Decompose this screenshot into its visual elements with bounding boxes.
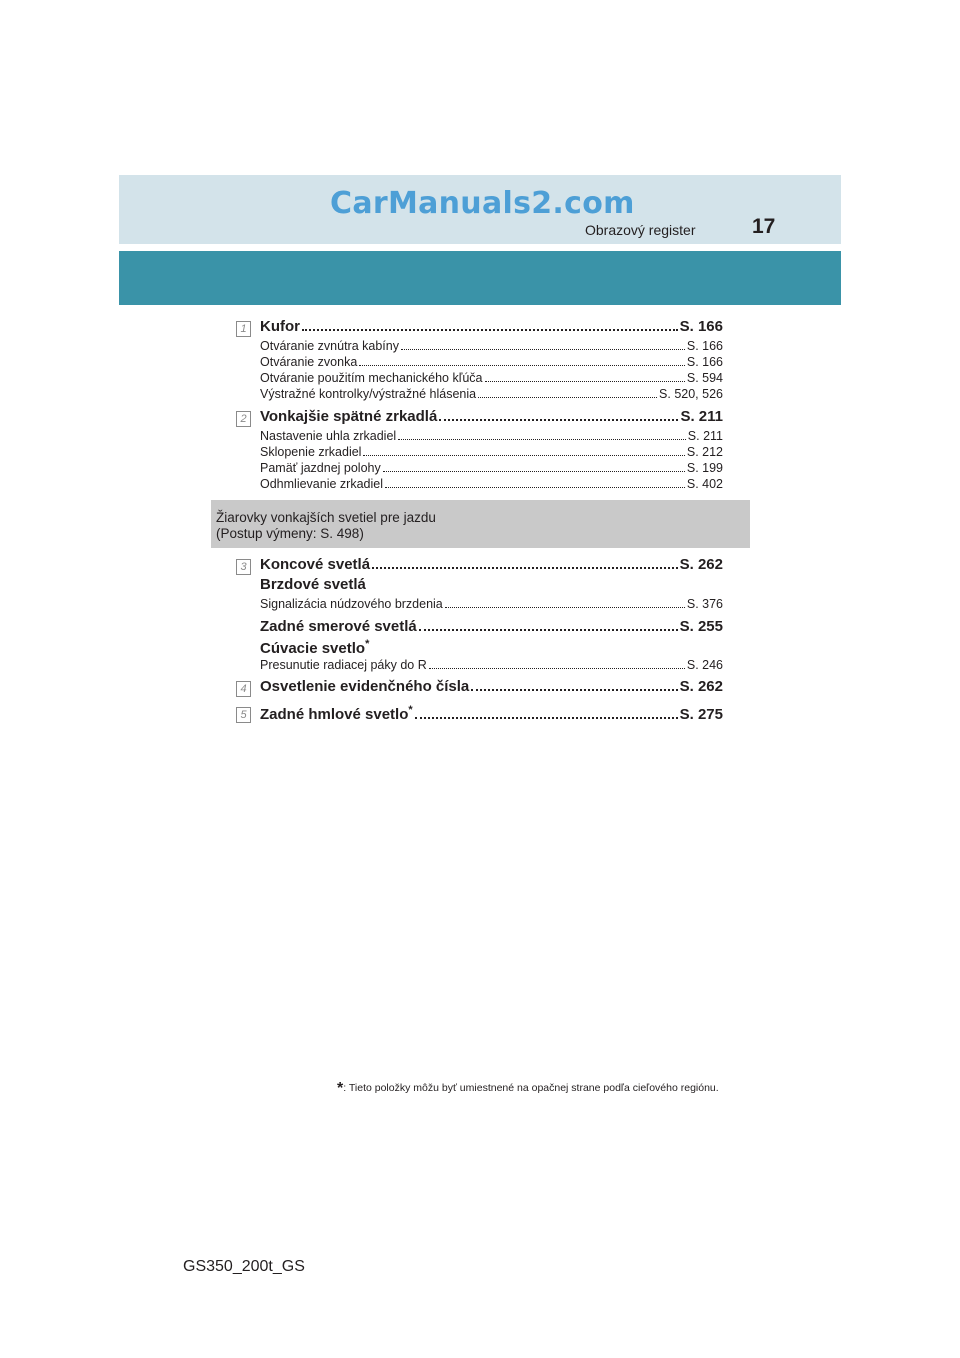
entry-page: S. 199 — [686, 461, 723, 475]
entry-page: S. 594 — [686, 371, 723, 385]
asterisk-mark: * — [408, 704, 413, 716]
leader-dots — [471, 689, 677, 691]
footnote — [337, 1080, 719, 1098]
entry-label: Pamäť jazdnej polohy — [260, 461, 381, 475]
entry-label: Koncové svetlá — [260, 556, 371, 573]
leader-dots — [439, 419, 678, 421]
index-subentry[interactable] — [260, 461, 723, 475]
leader-dots — [445, 607, 685, 608]
item-marker-2: 2 — [236, 411, 251, 427]
leader-dots — [385, 487, 685, 488]
entry-page: S. 376 — [686, 597, 723, 611]
note-line-2: (Postup výmeny: S. 498) — [216, 526, 364, 541]
entry-page: S. 262 — [679, 678, 723, 695]
leader-dots — [363, 455, 684, 456]
leader-dots — [383, 471, 685, 472]
entry-page: S. 166 — [686, 339, 723, 353]
entry-label: Nastavenie uhla zrkadiel — [260, 429, 397, 443]
leader-dots — [359, 365, 685, 366]
entry-label: Otváranie zvonka — [260, 355, 358, 369]
entry-label: Osvetlenie evidenčného čísla — [260, 678, 470, 695]
entry-page: S. 255 — [679, 618, 723, 635]
entry-label: Presunutie radiacej páky do R — [260, 658, 427, 672]
entry-label — [260, 704, 413, 723]
entry-page: S. 166 — [679, 318, 723, 335]
leader-dots — [485, 381, 685, 382]
index-entry-trunk[interactable] — [260, 318, 723, 335]
leader-dots — [429, 668, 685, 669]
footnote-asterisk: * — [337, 1080, 344, 1097]
leader-dots — [415, 717, 678, 719]
asterisk-mark: * — [365, 638, 370, 650]
entry-label: Kufor — [260, 318, 300, 335]
index-subentry[interactable] — [260, 429, 723, 443]
entry-label: Signalizácia núdzového brzdenia — [260, 597, 443, 611]
entry-page: S. 211 — [680, 408, 723, 425]
index-entry-tail-lights[interactable] — [260, 556, 723, 573]
entry-label: Odhmlievanie zrkadiel — [260, 477, 383, 491]
entry-label-text: Zadné hmlové svetlo — [260, 706, 409, 723]
watermark: CarManuals2.com — [330, 186, 635, 221]
entry-page: S. 262 — [679, 556, 723, 573]
index-subentry[interactable] — [260, 597, 723, 611]
entry-label: Vonkajšie spätné zrkadlá — [260, 408, 438, 425]
index-subentry[interactable] — [260, 339, 723, 353]
section-title: Obrazový register — [585, 222, 696, 238]
entry-page: S. 520, 526 — [659, 387, 723, 401]
teal-banner — [119, 251, 841, 305]
item-marker-3: 3 — [236, 559, 251, 575]
bulb-note-box — [211, 500, 750, 548]
leader-dots — [419, 629, 678, 631]
index-entry-turn-signals[interactable] — [260, 618, 723, 635]
index-entry-rear-fog-light[interactable] — [260, 704, 723, 723]
note-line-1: Žiarovky vonkajších svetiel pre jazdu — [216, 510, 436, 525]
leader-dots — [401, 349, 685, 350]
index-subentry[interactable] — [260, 355, 723, 369]
entry-page: S. 246 — [686, 658, 723, 672]
index-subentry[interactable] — [260, 477, 723, 491]
model-code: GS350_200t_GS — [183, 1258, 305, 1275]
footnote-text: : Tieto položky môžu byť umiestnené na opačnej strane podľa cieľového regiónu. — [343, 1082, 719, 1094]
leader-dots — [372, 567, 678, 569]
entry-page: S. 275 — [679, 706, 723, 723]
leader-dots — [478, 397, 657, 398]
entry-label: Otváranie použitím mechanického kľúča — [260, 371, 483, 385]
item-marker-1: 1 — [236, 321, 251, 337]
item-marker-5: 5 — [236, 707, 251, 723]
page-number: 17 — [752, 215, 776, 238]
entry-label: Výstražné kontrolky/výstražné hlásenia — [260, 387, 477, 401]
entry-page: S. 166 — [686, 355, 723, 369]
entry-page: S. 212 — [686, 445, 723, 459]
index-entry-brake-lights[interactable]: Brzdové svetlá — [260, 576, 366, 593]
index-entry-mirrors[interactable] — [260, 408, 723, 425]
index-subentry[interactable] — [260, 658, 723, 672]
entry-label: Otváranie zvnútra kabíny — [260, 339, 399, 353]
entry-label: Sklopenie zrkadiel — [260, 445, 362, 459]
entry-page: S. 211 — [687, 429, 723, 443]
index-entry-reverse-light[interactable] — [260, 638, 369, 657]
index-subentry[interactable] — [260, 371, 723, 385]
item-marker-4: 4 — [236, 681, 251, 697]
leader-dots — [398, 439, 686, 440]
index-entry-license-plate-light[interactable] — [260, 678, 723, 695]
index-subentry[interactable] — [260, 387, 723, 401]
entry-label: Zadné smerové svetlá — [260, 618, 417, 635]
entry-label: Cúvacie svetlo — [260, 640, 366, 657]
entry-page: S. 402 — [686, 477, 723, 491]
leader-dots — [302, 329, 678, 331]
index-subentry[interactable] — [260, 445, 723, 459]
